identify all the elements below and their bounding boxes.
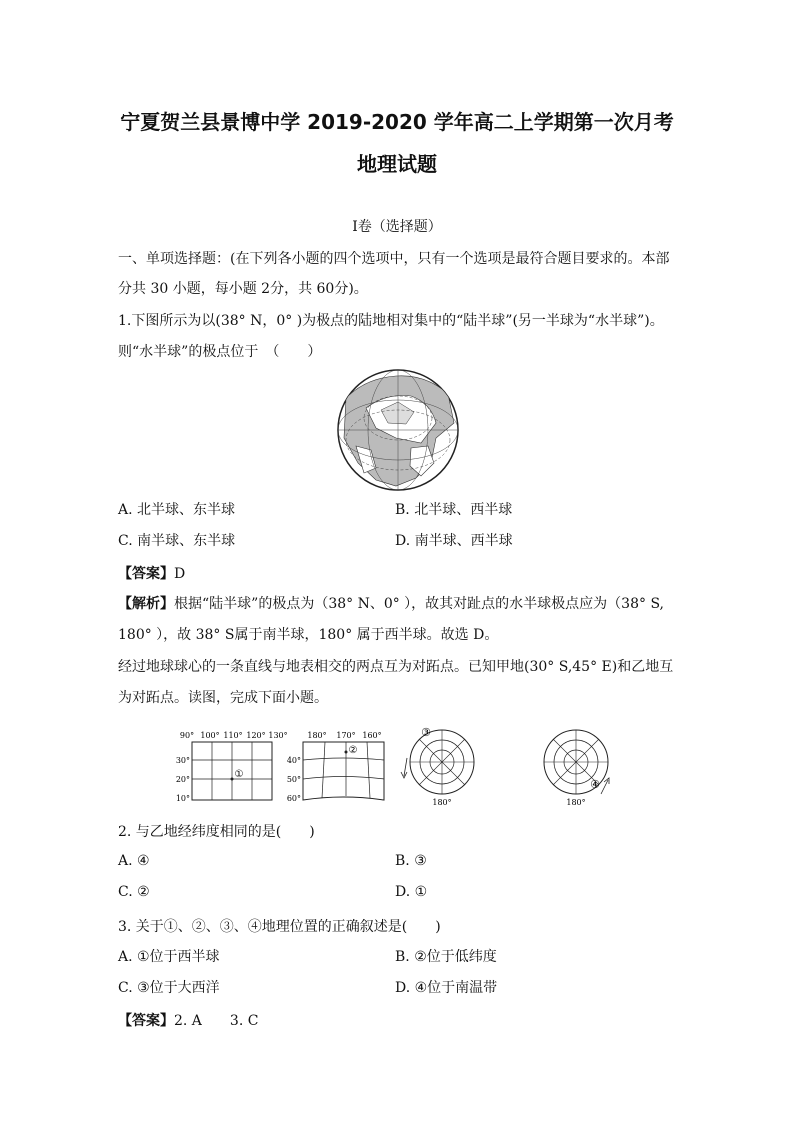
polar-diagram-4	[544, 730, 609, 807]
page-subtitle: 地理试题	[357, 152, 437, 176]
answer-value: D	[174, 566, 186, 582]
grid2-top-label: 160°	[362, 731, 382, 740]
q2-option-c: C. ②	[118, 884, 150, 900]
polar1-bottom-label: 180°	[432, 798, 452, 807]
grid1-top-label: 130°	[268, 731, 288, 740]
land-hemisphere-globe	[336, 368, 460, 492]
grid2-marker: ②	[348, 745, 358, 756]
q3-option-b: B. ②位于低纬度	[395, 949, 497, 965]
analysis-text: 根据“陆半球”的极点为（38° N、0° ），故其对趾点的水半球极点应为（38° S,	[174, 596, 664, 612]
context-line1: 经过地球球心的一条直线与地表相交的两点互为对跖点。已知甲地(30° S,45° E)和乙地互	[118, 659, 674, 675]
answer-value: 2. A 3. C	[174, 1013, 259, 1029]
polar1-marker: ③	[421, 726, 431, 739]
grid1-top-label: 120°	[246, 731, 266, 740]
grid1-top-label: 110°	[223, 731, 243, 740]
grid2-left-label: 50°	[286, 775, 301, 784]
grid-map-1	[176, 731, 288, 803]
q2-option-a: A. ④	[118, 853, 150, 869]
q1-option-d: D. 南半球、西半球	[395, 533, 513, 549]
grid1-left-label: 30°	[175, 756, 190, 765]
volume-heading: I卷（选择题）	[352, 219, 442, 235]
polar2-marker: ④	[590, 778, 600, 791]
answer-label: 【答案】	[118, 1013, 174, 1029]
section-intro-line1: 一、单项选择题：(在下列各小题的四个选项中，只有一个选项是最符合题目要求的。本部	[118, 251, 670, 267]
polar-diagram-3	[401, 726, 474, 807]
q3-option-a: A. ①位于西半球	[118, 949, 220, 965]
grid1-marker: ①	[234, 769, 244, 780]
polar2-bottom-label: 180°	[566, 798, 586, 807]
grid2-left-label: 60°	[286, 794, 301, 803]
coordinate-figures	[170, 722, 610, 808]
q1-option-c: C. 南半球、东半球	[118, 533, 236, 549]
analysis-label: 【解析】	[118, 596, 174, 612]
q2-stem: 2. 与乙地经纬度相同的是( )	[118, 824, 315, 840]
grid1-top-label: 100°	[200, 731, 220, 740]
q1-analysis-line1	[118, 593, 664, 613]
page-title: 宁夏贺兰县景博中学 2019-2020 学年高二上学期第一次月考	[120, 110, 674, 134]
q2-option-d: D. ①	[395, 884, 428, 900]
q3-stem: 3. 关于①、②、③、④地理位置的正确叙述是( )	[118, 919, 441, 935]
q2-q3-answers	[118, 1010, 258, 1030]
grid1-top-label: 90°	[179, 731, 195, 740]
grid2-top-label: 180°	[307, 731, 327, 740]
answer-label: 【答案】	[118, 566, 174, 582]
grid-map-2	[287, 731, 384, 803]
grid2-top-label: 170°	[336, 731, 356, 740]
grid1-left-label: 10°	[175, 794, 190, 803]
q1-option-a: A. 北半球、东半球	[118, 502, 236, 518]
q1-option-b: B. 北半球、西半球	[395, 502, 513, 518]
section-intro-line2: 分共 30 小题，每小题 2分，共 60分)。	[118, 281, 368, 297]
q3-option-c: C. ③位于大西洋	[118, 980, 220, 996]
context-line2: 为对跖点。读图，完成下面小题。	[118, 690, 328, 706]
grid1-left-label: 20°	[175, 775, 190, 784]
q3-option-d: D. ④位于南温带	[395, 980, 498, 996]
grid2-left-label: 40°	[286, 756, 301, 765]
q2-option-b: B. ③	[395, 853, 427, 869]
q1-answer	[118, 563, 185, 583]
q1-stem-line1: 1.下图所示为以(38° N，0° )为极点的陆地相对集中的“陆半球”(另一半球为“水半球”)。	[118, 313, 664, 329]
q1-analysis-line2: 180° ），故 38° S属于南半球，180° 属于西半球。故选 D。	[118, 627, 499, 643]
q1-stem-line2: 则“水半球”的极点位于 （ ）	[118, 344, 322, 360]
